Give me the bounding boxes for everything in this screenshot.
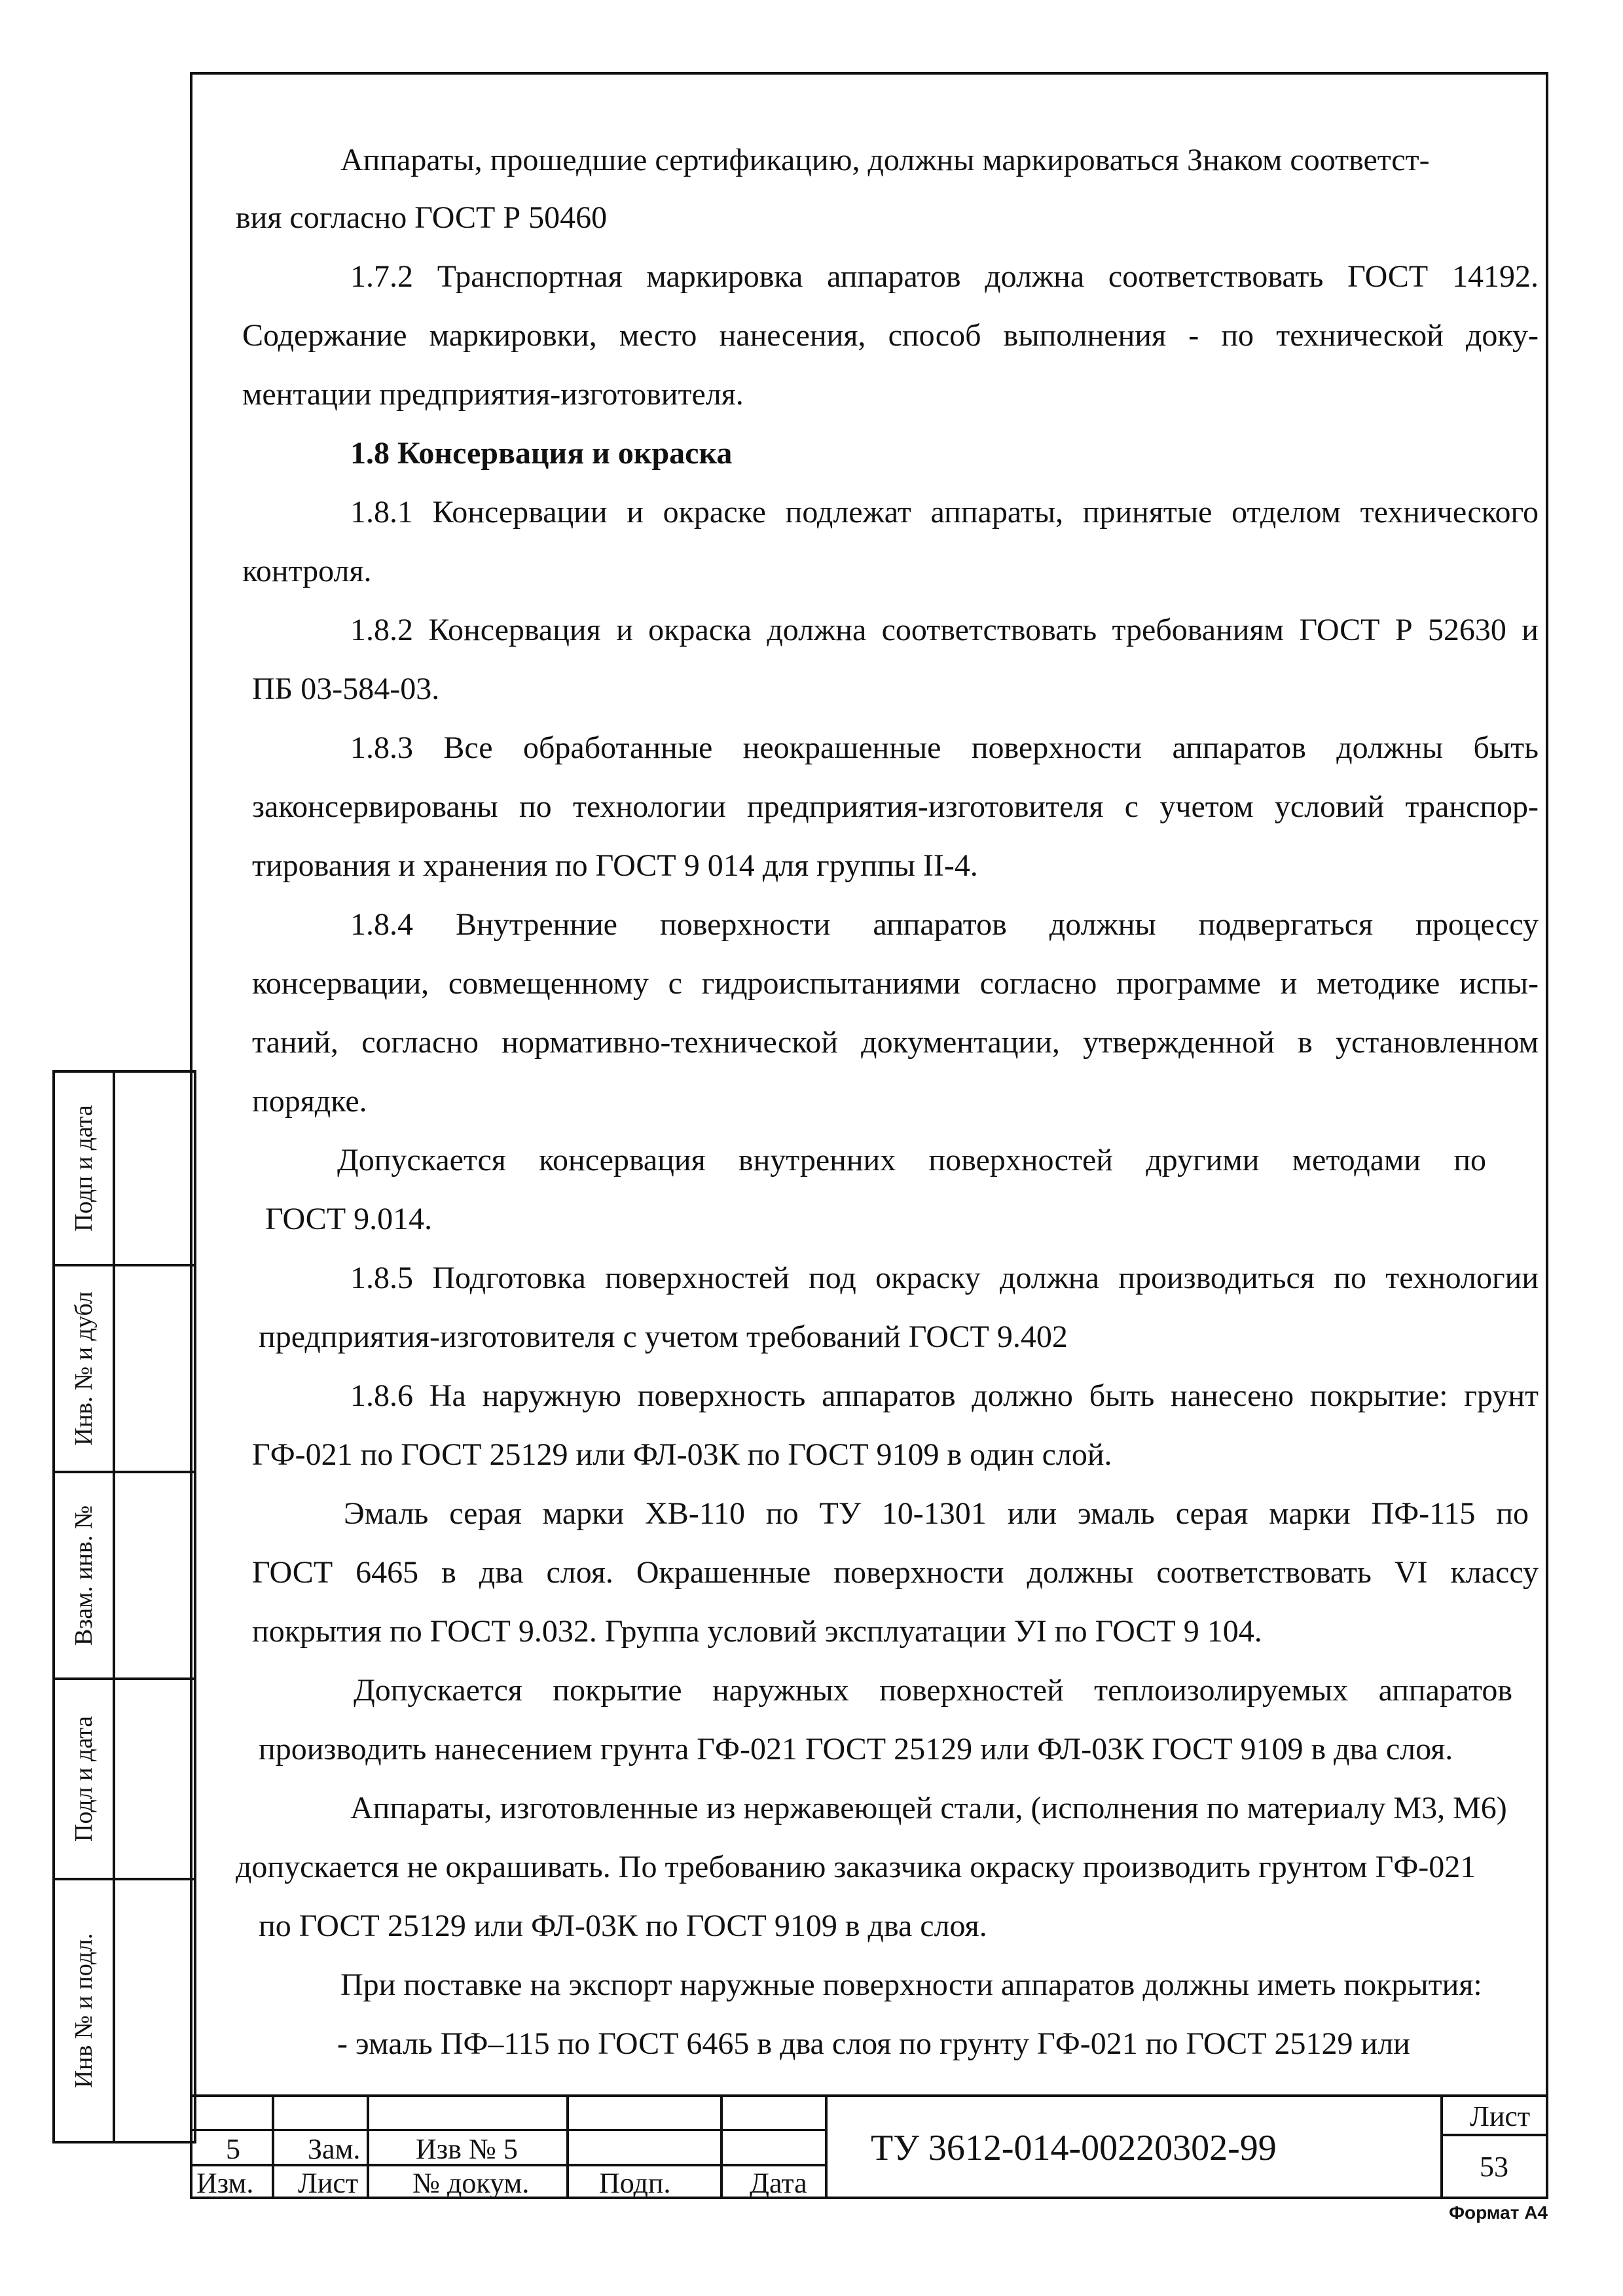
paragraph-line: ГОСТ 9.014. xyxy=(265,1202,433,1236)
paragraph-line: ПБ 03-584-03. xyxy=(252,672,440,706)
paragraph-line: законсервированы по технологии предприятия-изготовителя с учетом условий транспор- xyxy=(252,789,1539,824)
paragraph-line: При поставке на экспорт наружные поверхности аппаратов должны иметь покрытия: xyxy=(340,1967,1482,2002)
paragraph-line: 1.7.2 Транспортная маркировка аппаратов должна соответствовать ГОСТ 14192. xyxy=(350,259,1539,294)
section-heading: 1.8 Консервация и окраска xyxy=(350,436,733,471)
format-label: Формат А4 xyxy=(1449,2202,1548,2223)
paragraph-line: производить нанесением грунта ГФ-021 ГОСТ 25129 или ФЛ-03К ГОСТ 9109 в два слоя. xyxy=(259,1732,1453,1767)
paragraph-line: - эмаль ПФ–115 по ГОСТ 6465 в два слоя по грунту ГФ-021 по ГОСТ 25129 или xyxy=(337,2026,1410,2061)
paragraph-line: консервации, совмещенному с гидроиспытаниями согласно программе и методике испы- xyxy=(252,966,1539,1001)
tb-header-sign: Подп. xyxy=(599,2167,671,2199)
tb-rule xyxy=(1440,2094,1443,2199)
paragraph-line: Аппараты, прошедшие сертификацию, должны маркироваться Знаком соответст- xyxy=(340,143,1430,177)
paragraph-line: тирования и хранения по ГОСТ 9 014 для группы II-4. xyxy=(252,848,978,883)
paragraph-line: Допускается покрытие наружных поверхностей теплоизолируемых аппаратов xyxy=(354,1673,1512,1708)
paragraph-line: покрытия по ГОСТ 9.032. Группа условий эксплуатации УI по ГОСТ 9 104. xyxy=(252,1614,1262,1649)
tb-rule xyxy=(1440,2134,1548,2136)
tb-header-change: Изм. xyxy=(196,2167,254,2199)
side-label: Взам. инв. № xyxy=(70,1505,98,1646)
paragraph-line: вия согласно ГОСТ Р 50460 xyxy=(236,200,608,235)
title-block xyxy=(190,2094,1548,2199)
paragraph-line: ГФ-021 по ГОСТ 25129 или ФЛ-03К по ГОСТ 9109 в один слой. xyxy=(252,1437,1112,1472)
tb-doc-code: ТУ 3612-014-00220302-99 xyxy=(871,2128,1277,2168)
paragraph-line: 1.8.3 Все обработанные неокрашенные поверхности аппаратов должны быть xyxy=(350,730,1539,765)
side-label: Подп и дата xyxy=(70,1105,98,1232)
tb-rev-number: 5 xyxy=(226,2133,240,2165)
tb-rule xyxy=(367,2094,369,2199)
tb-rule xyxy=(825,2094,828,2199)
side-cell xyxy=(52,1677,196,1880)
tb-rev-notice: Изв № 5 xyxy=(416,2133,518,2165)
side-cell xyxy=(52,1471,196,1680)
paragraph-line: таний, согласно нормативно-технической документации, утвержденной в установленном xyxy=(252,1025,1539,1060)
paragraph-line: допускается не окрашивать. По требованию заказчика окраску производить грунтом ГФ-021 xyxy=(236,1850,1476,1884)
paragraph-line: Аппараты, изготовленные из нержавеющей стали, (исполнения по материалу М3, М6) xyxy=(350,1791,1507,1825)
paragraph-line: 1.8.1 Консервации и окраске подлежат аппараты, принятые отделом технического xyxy=(350,495,1539,529)
paragraph-line: Допускается консервация внутренних поверхностей другими методами по xyxy=(337,1143,1486,1177)
side-label: Инв. № и дубл xyxy=(70,1291,98,1446)
paragraph-line: ментации предприятия-изготовителя. xyxy=(242,377,744,412)
paragraph-line: Эмаль серая марки ХВ-110 по ТУ 10-1301 или эмаль серая марки ПФ-115 по xyxy=(344,1496,1529,1531)
tb-rule xyxy=(272,2094,274,2199)
tb-header-sheet: Лист xyxy=(298,2167,359,2199)
side-cell xyxy=(52,1070,196,1266)
paragraph-line: порядке. xyxy=(252,1084,367,1119)
side-label: Подл и дата xyxy=(70,1715,98,1842)
paragraph-line: ГОСТ 6465 в два слоя. Окрашенные поверхности должны соответствовать VI классу xyxy=(252,1555,1539,1590)
tb-sheet-number: 53 xyxy=(1480,2151,1508,2183)
tb-header-date: Дата xyxy=(750,2167,807,2199)
paragraph-line: Содержание маркировки, место нанесения, способ выполнения - по технической доку- xyxy=(242,318,1539,353)
paragraph-line: по ГОСТ 25129 или ФЛ-03К по ГОСТ 9109 в два слоя. xyxy=(259,1909,987,1943)
tb-rev-mark: Зам. xyxy=(308,2133,361,2165)
paragraph-line: 1.8.6 На наружную поверхность аппаратов должно быть нанесено покрытие: грунт xyxy=(350,1378,1539,1413)
side-stamp-column xyxy=(52,1070,196,2144)
side-cell xyxy=(52,1878,196,2144)
tb-sheet-label: Лист xyxy=(1470,2100,1531,2132)
side-cell xyxy=(52,1264,196,1473)
paragraph-line: 1.8.5 Подготовка поверхностей под окраску должна производиться по технологии xyxy=(350,1261,1539,1295)
tb-rule xyxy=(190,2129,825,2131)
tb-rule xyxy=(190,2094,1548,2097)
tb-rule xyxy=(566,2094,569,2199)
tb-header-doc: № докум. xyxy=(412,2167,530,2199)
tb-rule xyxy=(720,2094,723,2199)
paragraph-line: 1.8.2 Консервация и окраска должна соответствовать требованиям ГОСТ Р 52630 и xyxy=(350,613,1539,647)
paragraph-line: предприятия-изготовителя с учетом требований ГОСТ 9.402 xyxy=(259,1319,1068,1354)
paragraph-line: контроля. xyxy=(242,554,372,588)
paragraph-line: 1.8.4 Внутренние поверхности аппаратов должны подвергаться процессу xyxy=(350,907,1539,942)
side-label: Инв № и подл. xyxy=(70,1933,98,2089)
